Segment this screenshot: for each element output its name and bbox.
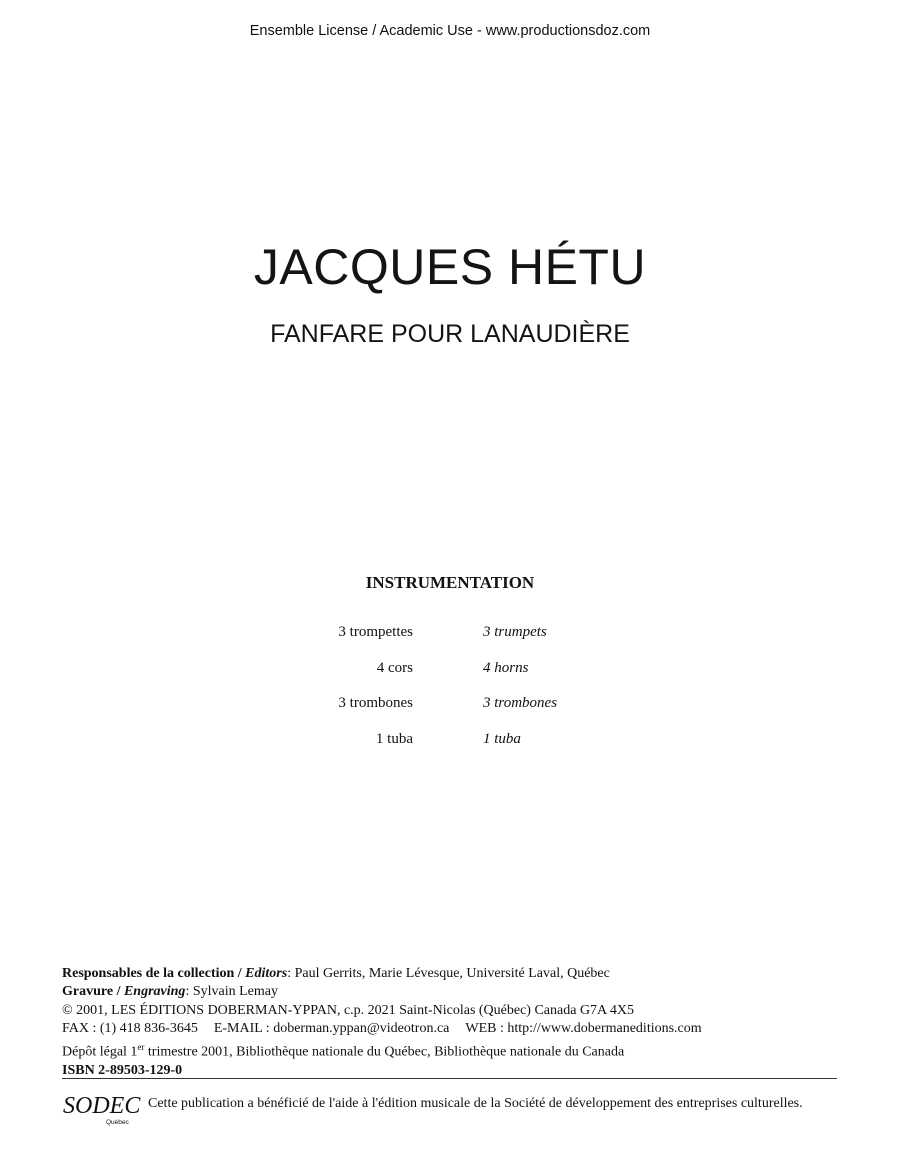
fax-number: FAX : (1) 418 836-3645 bbox=[62, 1020, 198, 1036]
instrument-french: 3 trompettes bbox=[338, 624, 413, 640]
instrument-english: 4 horns bbox=[483, 659, 529, 676]
sodec-logo bbox=[62, 1088, 144, 1130]
engraving-line: Gravure / Engraving: Sylvain Lemay bbox=[62, 984, 278, 1000]
website: WEB : http://www.dobermaneditions.com bbox=[465, 1020, 702, 1036]
legal-deposit-sup: er bbox=[137, 1042, 145, 1053]
editors-line: Responsables de la collection / Editors: Paul Gerrits, Marie Lévesque, Université Laval, Québec bbox=[62, 966, 610, 981]
instrument-row bbox=[0, 695, 900, 731]
instrument-english: 3 trombones bbox=[483, 695, 558, 711]
sodec-logo-text: SODEC bbox=[63, 1093, 141, 1119]
isbn: ISBN 2-89503-129-0 bbox=[62, 1063, 183, 1079]
engraving-label-fr: Gravure bbox=[62, 984, 114, 1000]
legal-deposit-prefix: Dépôt légal 1 bbox=[62, 1044, 138, 1060]
legal-deposit-line bbox=[62, 1038, 842, 1062]
instrument-english: 1 tuba bbox=[483, 730, 521, 747]
email-address: E-MAIL : doberman.yppan@videotron.ca bbox=[213, 1020, 450, 1036]
instrument-french: 1 tuba bbox=[375, 730, 413, 747]
contact-line bbox=[62, 1020, 842, 1038]
instrument-french: 3 trombones bbox=[338, 695, 413, 711]
legal-deposit-rest: trimestre 2001, Bibliothèque nationale du Québec, Bibliothèque nationale du Canada bbox=[144, 1044, 625, 1060]
engraving-value: : Sylvain Lemay bbox=[185, 984, 278, 1000]
instrument-row bbox=[0, 731, 900, 767]
copyright-line: © 2001, LES ÉDITIONS DOBERMAN-YPPAN, c.p. 2021 Saint-Nicolas (Québec) Canada G7A 4X5 bbox=[62, 1002, 635, 1018]
instrumentation-heading: INSTRUMENTATION bbox=[365, 573, 535, 592]
sodec-logo-sub: Québec bbox=[106, 1119, 129, 1126]
editors-value: : Paul Gerrits, Marie Lévesque, Université Laval, Québec bbox=[287, 966, 610, 981]
editors-label-fr: Responsables de la collection bbox=[62, 966, 235, 981]
composer-name: JACQUES HÉTU bbox=[253, 239, 647, 295]
editors-label-en: Editors bbox=[245, 966, 288, 981]
instrumentation-list bbox=[0, 624, 900, 766]
publication-credits bbox=[62, 965, 842, 1080]
instrument-row bbox=[0, 660, 900, 696]
license-notice: Ensemble License / Academic Use - www.productionsdoz.com bbox=[249, 23, 651, 39]
engraving-label-en: Engraving bbox=[123, 984, 186, 1000]
work-title: FANFARE POUR LANAUDIÈRE bbox=[270, 320, 630, 348]
footer-divider bbox=[62, 1078, 837, 1079]
funding-note: Cette publication a bénéficié de l'aide à l'édition musicale de la Société de développement des entreprises culturelles. bbox=[148, 1096, 803, 1111]
instrument-english: 3 trumpets bbox=[483, 624, 547, 640]
instrument-row bbox=[0, 624, 900, 660]
instrument-french: 4 cors bbox=[376, 659, 413, 676]
